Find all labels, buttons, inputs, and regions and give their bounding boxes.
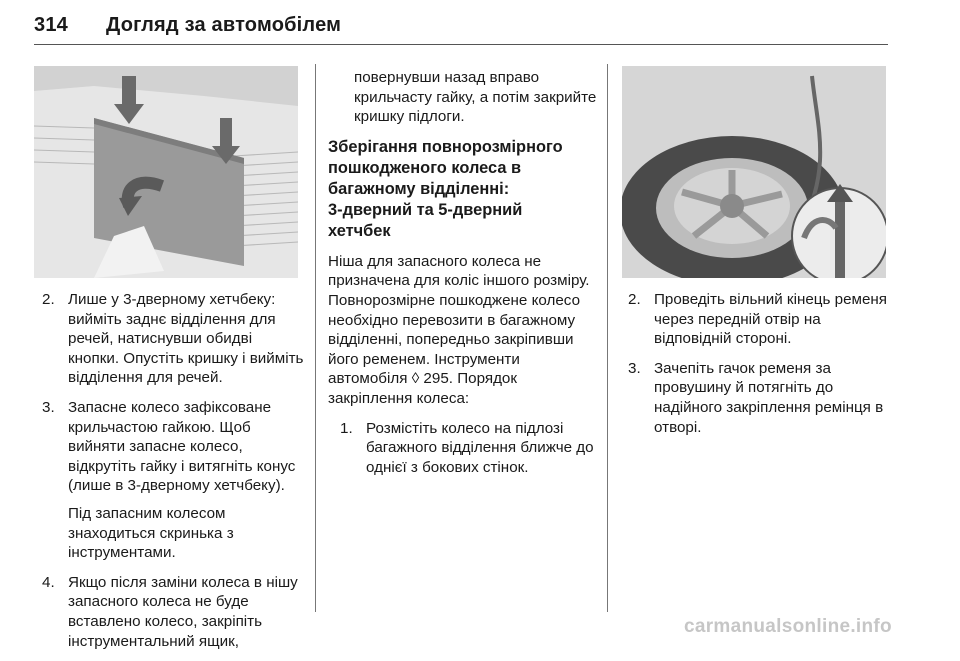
watermark: carmanualsonline.info [684, 616, 892, 637]
list-item: 2. Лише у 3-дверному хетчбеку: вийміть заднє відділення для речей, натиснувши обидві кнопки. Опустіть кришку і вийміть відділення для речей. [42, 291, 304, 387]
column-divider-1 [315, 64, 316, 612]
spare-wheel-illustration [622, 66, 886, 278]
section-heading: Зберігання повнорозмірного пошкодженого колеса в багажному відділенні: 3-дверний та 5-дверний хетчбек [328, 137, 563, 240]
list-item: 1. Розмістіть колесо на підлозі багажного відділення ближче до однієї з бокових стінок. [340, 419, 594, 476]
list-item: 4. Якщо після заміни колеса в нішу запасного колеса не буде вставлено колесо, закріпіть інструментальний ящик, [42, 573, 298, 650]
list-item: 3. Зачепіть гачок ременя за провушину й потягніть до надійного закріплення ремінця в отворі. [628, 359, 884, 436]
list-item: 2. Проведіть вільний кінець ременя через передній отвір на відповідній стороні. [628, 291, 888, 348]
left-column [42, 290, 304, 661]
header-rule [34, 44, 888, 45]
body-paragraph: Ніша для запасного колеса не призначена для коліс іншого розміру. Повнорозмірне пошкоджене колесо необхідно перевозити в багажному відділенні, попередньо закріпивши його ременем. Інструменти автомобіля ◊ 295. Порядок закріплення колеса: [328, 252, 590, 407]
column-divider-2 [607, 64, 608, 612]
cross-reference[interactable]: ◊ 295. Порядок закріплення колеса: [328, 370, 518, 407]
list-item: 3. Запасне колесо зафіксоване крильчастою гайкою. Щоб вийняти запасне колесо, відкрутіть гайку і витягніть конус (лише в 3-дверному хетчбеку). Під запасним колесом знаходиться скринька з інструментами. [42, 398, 304, 563]
continuation-text: повернувши назад вправо крильчасту гайку, а потім закрийте кришку підлоги. [354, 69, 597, 126]
storage-compartment-illustration [34, 66, 298, 278]
page-number: 314 [34, 14, 68, 36]
page-title: Догляд за автомобілем [106, 14, 342, 36]
right-column [628, 290, 890, 447]
list-item-note: Під запасним колесом знаходиться скринька з інструментами. [68, 504, 234, 562]
middle-column [328, 68, 598, 487]
page-header [34, 14, 341, 37]
